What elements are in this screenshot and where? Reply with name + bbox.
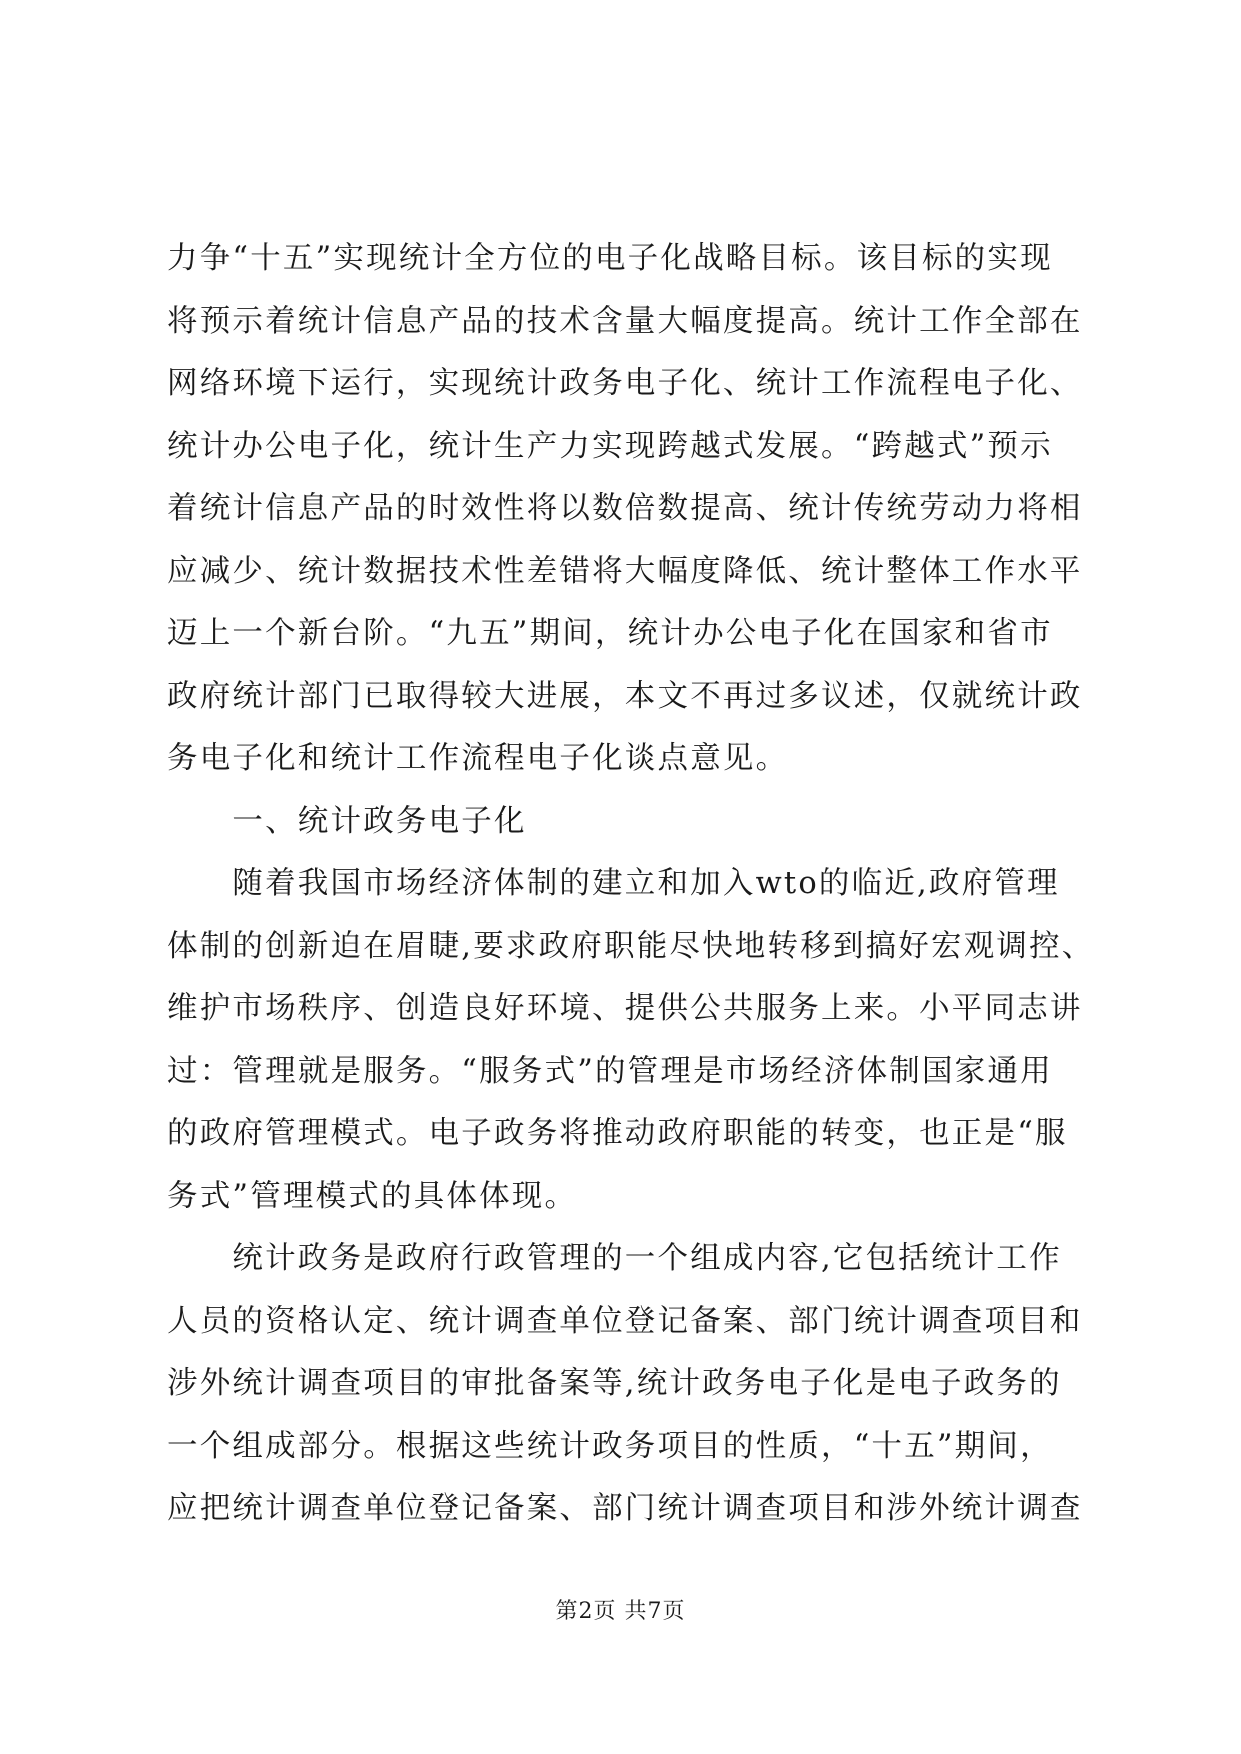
text-line: 一个组成部分。根据这些统计政务项目的性质，“十五”期间， xyxy=(167,1428,1053,1464)
text-line: 涉外统计调查项目的审批备案等,统计政务电子化是电子政务的 xyxy=(167,1366,1062,1401)
text-line: 随着我国市场经济体制的建立和加入wto的临近,政府管理 xyxy=(167,866,1060,901)
text-line: 应减少、统计数据技术性差错将大幅度降低、统计整体工作水平 xyxy=(167,553,1083,589)
text-line: 力争“十五”实现统计全方位的电子化战略目标。该目标的实现 xyxy=(167,241,1053,276)
section-heading: 一、统计政务电子化 xyxy=(167,803,527,839)
text-line: 迈上一个新台阶。“九五”期间，统计办公电子化在国家和省市 xyxy=(167,616,1053,651)
text-line: 人员的资格认定、统计调查单位登记备案、部门统计调查项目和 xyxy=(167,1303,1083,1339)
text-line: 政府统计部门已取得较大进展，本文不再过多议述，仅就统计政 xyxy=(167,678,1083,714)
text-line: 网络环境下运行，实现统计政务电子化、统计工作流程电子化、 xyxy=(167,366,1083,401)
text-line: 务式”管理模式的具体体现。 xyxy=(167,1178,578,1214)
text-line: 维护市场秩序、创造良好环境、提供公共服务上来。小平同志讲 xyxy=(167,991,1083,1026)
text-line: 过：管理就是服务。“服务式”的管理是市场经济体制国家通用 xyxy=(167,1053,1053,1089)
document-body xyxy=(167,228,1095,1541)
page-number-footer: 第2页 共7页 xyxy=(555,1599,686,1624)
text-line: 务电子化和统计工作流程电子化谈点意见。 xyxy=(167,741,789,776)
text-line: 将预示着统计信息产品的技术含量大幅度提高。统计工作全部在 xyxy=(167,303,1083,339)
text-line: 统计政务是政府行政管理的一个组成内容,它包括统计工作 xyxy=(167,1241,1062,1276)
text-line: 统计办公电子化，统计生产力实现跨越式发展。“跨越式”预示 xyxy=(167,428,1053,464)
text-line: 着统计信息产品的时效性将以数倍数提高、统计传统劳动力将相 xyxy=(167,491,1083,526)
text-line: 的政府管理模式。电子政务将推动政府职能的转变，也正是“服 xyxy=(167,1116,1068,1151)
text-line: 应把统计调查单位登记备案、部门统计调查项目和涉外统计调查 xyxy=(167,1491,1083,1526)
text-line: 体制的创新迫在眉睫,要求政府职能尽快地转移到搞好宏观调控、 xyxy=(167,928,1095,964)
